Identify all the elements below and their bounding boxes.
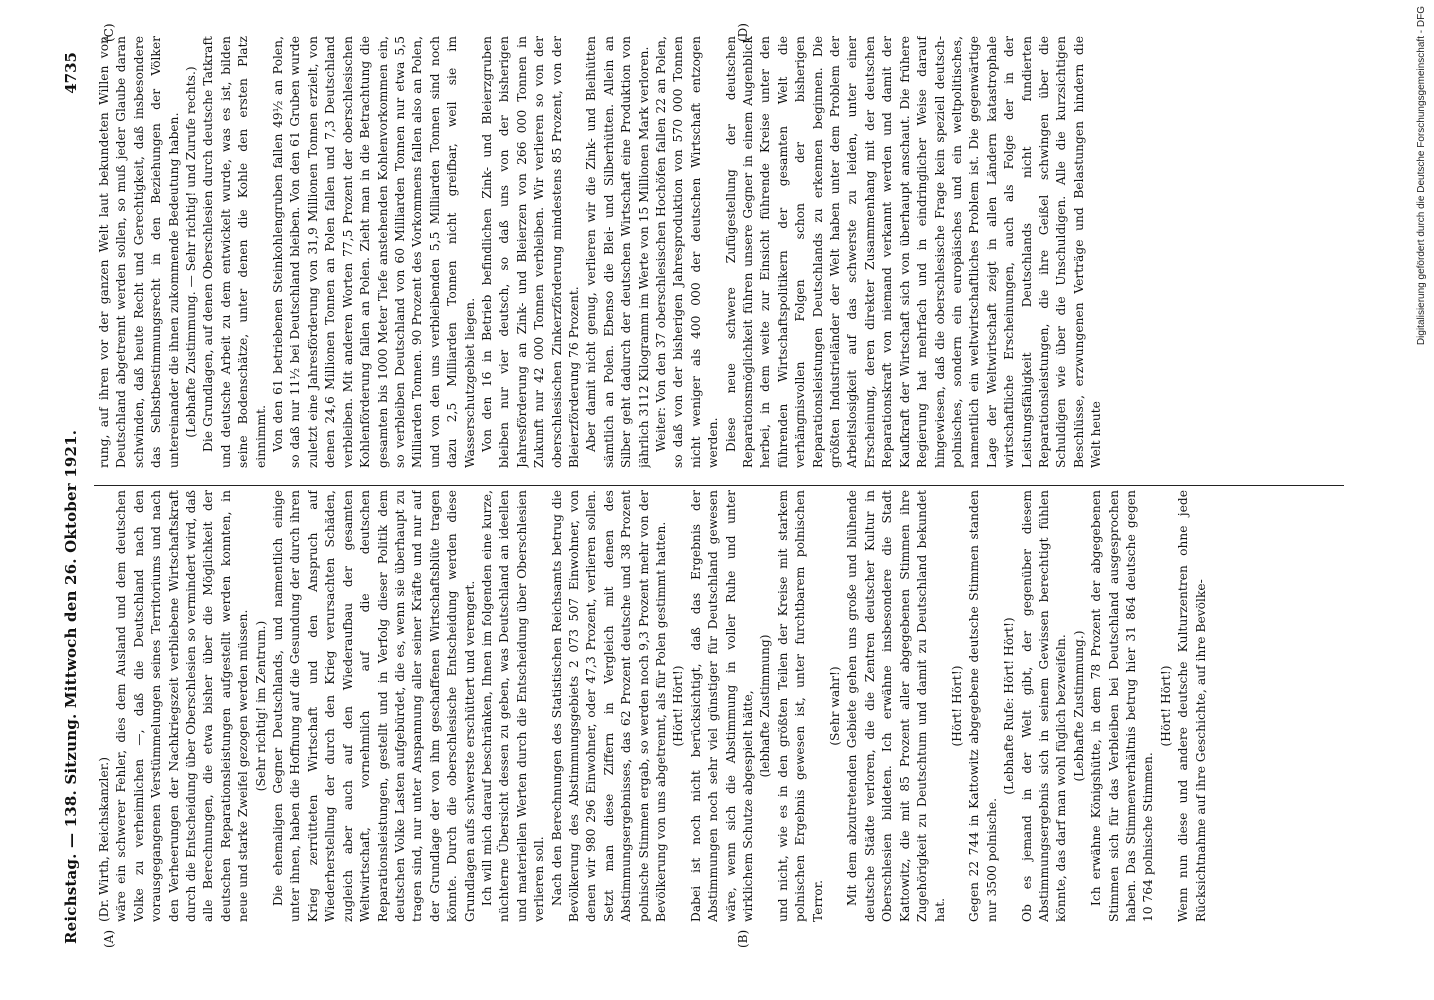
paragraph: rung, auf ihren vor der ganzen Welt laut bekundeten Willen von Deutschland abgetrennt werden sollen, so muß jeder Glaube daran schwinden, daß heute Recht und Gerechtigkeit, daß insbesondere das Selbstbestimmungsrecht in den Beziehungen der Völker untereinander die ihnen zukommende Bedeutung haben. — [97, 36, 181, 468]
margin-marker-c: (C) — [102, 23, 116, 42]
interjection: (Hört! Hört!) — [949, 665, 964, 747]
paragraph: Ich will mich darauf beschränken, Ihnen im folgenden eine kurze, nüchterne Übersicht dessen zu geben, was Deutschland an ideellen und materiellen Werten durch die Entscheidung über Oberschlesien verlieren soll. — [479, 490, 547, 922]
dfg-credit-text: Digitalisierung gefördert durch die Deutsche Forschungsgemeinschaft - DFG — [1416, 6, 1427, 346]
left-column — [96, 490, 1336, 922]
interjection: (Hört! Hört!) — [671, 665, 686, 747]
interjection: (Sehr wahr!) — [828, 666, 843, 746]
header-title: Reichstag. — 138. Sitzung. Mittwoch den 26. Oktober 1921. — [62, 429, 80, 944]
interjection: (lebhafte Zustimmung) — [758, 634, 773, 778]
interjection: (Sehr richtig! im Zentrum.) — [253, 620, 268, 792]
right-column — [96, 36, 1336, 468]
interjection: (Lebhafte Zustimmung. — Sehr richtig! und Zurufe rechts.) — [184, 66, 199, 438]
paragraph: Nach den Berechnungen des Statistischen Reichsamts betrug die Bevölkerung des Abstimmungsgebiets 2 073 507 Einwohner, von denen wir 980 296 Einwohner, oder 47,3 Prozent, verlieren sollen. Setzt man diese Ziffern in Vergleich mit denen des Abstimmungsergebnisses, das 62 Prozent deutsche und 38 Prozent polnische Stimmen ergab, so werden noch 9,3 Prozent mehr von der Bevölkerung von uns abgetrennt, als für Polen gestimmt hatten. — [549, 490, 668, 922]
margin-marker-b: (B) — [736, 929, 750, 948]
paragraph: Ich erwähne Königshütte, in dem 78 Prozent der abgegebenen Stimmen sich für das Verbleiben bei Deutschland ausgesprochen haben. Das Stimmenverhältnis betrug hier 31 864 deutsche gegen 10 764 polnische Stimmen. — [1089, 490, 1156, 922]
paragraph: wäre ein schwerer Fehler, dies dem Ausland und dem deutschen Volke zu verheimlichen —, daß die Deutschland nach den vorausgegangenen Verstümmelungen seines Territoriums und nach den Verheerungen der Nachkriegszeit verbliebene Wirtschaftskraft durch die Entscheidung über Oberschlesien so vermindert wird, daß alle Berechnungen, die etwa bisher über die Möglichkeit der deutschen Reparationsleistungen aufgestellt werden konnten, in neue und starke Zweifel gezogen werden müssen. — [114, 490, 251, 922]
paragraph: Von den 16 in Betrieb befindlichen Zink- und Bleierzgruben bleiben nur vier deutsch, so daß uns von der bisherigen Jahresförderung an Zink- und Bleierzen von 266 000 Tonnen in Zukunft nur 42 000 Tonnen verbleiben. Wir verlieren so von der oberschlesischen Zinkerzförderung mindestens 85 Prozent, von der Bleierzförderung 76 Prozent. — [479, 36, 581, 468]
paragraph: und nicht, wie es in den größten Teilen der Kreise mit starkem polnischen Ergebnis gewesen ist, unter furchtbarem polnischen Terror. — [775, 490, 825, 922]
paragraph: Wenn nun diese und andere deutsche Kulturzentren ohne jede Rücksichtnahme auf ihre Geschichte, auf ihre Bevölke- — [1176, 490, 1208, 922]
paragraph: Aber damit nicht genug, verlieren wir die Zink- und Bleihütten sämtlich an Polen. Ebenso die Blei- und Silberhütten. Allein an Silber geht dadurch der deutschen Wirtschaft eine Produktion von jährlich 3112 Kilogramm im Werte von 15 Millionen Mark verloren. — [584, 36, 651, 468]
paragraph: Die Grundlagen, auf denen Oberschlesien durch deutsche Tatkraft und deutsche Arbeit zu dem entwickelt wurde, was es ist, bilden seine Bodenschätze, unter denen die Kohle den ersten Platz einnimmt. — [201, 36, 268, 468]
paragraph: Dabei ist noch nicht berücksichtigt, daß das Ergebnis der Abstimmungen noch sehr viel günstiger für Deutschland gewesen wäre, wenn sich die Abstimmung in voller Ruhe und unter wirklichem Schutze abgespielt hätte, — [688, 490, 756, 922]
paragraph: Weiter: Von den 37 oberschlesischen Hochöfen fallen 22 an Polen, so daß von der bisherigen Jahresproduktion von 570 000 Tonnen nicht weniger als 400 000 der deutschen Wirtschaft entzogen werden. — [654, 36, 721, 468]
interjection: (Lebhafte Zustimmung.) — [1071, 630, 1086, 782]
margin-marker-d: (D) — [736, 23, 750, 42]
paragraph: Die ehemaligen Gegner Deutschlands, und namentlich einige unter ihnen, haben die Hoffnung auf die Gesundung der durch ihren Krieg zerrütteten Wirtschaft und den Anspruch auf Wiederherstellung der durch den Krieg verursachten Schäden, zugleich aber auch auf den Wiederaufbau der gesamten Weltwirtschaft, vornehmlich auf die deutschen Reparationsleistungen, gestellt und in Verfolg dieser Politik dem deutschen Volke Lasten aufgebürdet, die es, wenn sie überhaupt zu tragen sind, nur unter Anspannung aller seiner Kräfte und nur auf der Grundlage der von ihm geschaffenen Wirtschaftsblüte tragen könnte. Durch die oberschlesische Entscheidung werden diese Grundlagen aufs schwerste erschüttert und verengert. — [271, 490, 477, 922]
speaker-line: (Dr. Wirth, Reichskanzler.) — [97, 756, 111, 922]
page-number: 4735 — [62, 52, 80, 94]
paragraph: Von den 61 betriebenen Steinkohlengruben fallen 49½ an Polen, so daß nur 11½ bei Deutschland bleiben. Von den 61 Gruben wurde zuletzt eine Jahresförderung von 31,9 Millionen Tonnen erzielt, von denen 24,6 Millionen Tonnen an Polen fallen und 7,3 Deutschland verbleiben. Mit anderen Worten 77,5 Prozent der oberschlesischen Kohlenförderung fallen an Polen. Zieht man in die Betrachtung die gesamten bis 1000 Meter Tiefe anstehenden Kohlenvorkommen ein, so verbleiben Deutschland von 60 Milliarden Tonnen nur etwa 5,5 Milliarden Tonnen. 90 Prozent des Vorkommens fallen also an Polen, und von den uns verbleibenden 5,5 Milliarden Tonnen sind noch dazu 2,5 Milliarden Tonnen nicht greifbar, weil sie im Wasserschutzgebiet liegen. — [271, 36, 477, 468]
interjection: (Hört! Hört!) — [1158, 665, 1173, 747]
paragraph: Diese neue schwere Zufügestellung der deutschen Reparationsmöglichkeit führen unsere Gegner in einem Augenblick herbei, in dem weite zur Einsicht führende Kreise unter den führenden Wirtschaftspolitikern der gesamten Welt die verhängnisvollen Folgen schon der bisherigen Reparationsleistungen Deutschlands zu erkennen beginnen. Die größten Industrieländer der Welt haben unter dem Problem der Arbeitslosigkeit auf das schwerste zu leiden, unter einer Erscheinung, deren direkter Zusammenhang mit der deutschen Reparationskraft von niemand verkannt werden und damit der Kaufkraft der Wirtschaft sich von überhaupt anschaut. Die frühere Regierung hat mehrfach und in eindringlicher Weise darauf hingewiesen, daß die oberschlesische Frage kein speziell deutsch-polnisches, sondern ein europäisches und ein weltpolitisches, namentlich ein weltwirtschaftliches Problem ist. Die gegenwärtige Lage der Weltwirtschaft zeigt in allen Ländern katastrophale wirtschaftliche Erscheinungen, auch als Folge der in der Leistungsfähigkeit Deutschlands nicht fundierten Reparationsleistungen, die ihre Geißel schwingen über die Schuldigen wie über die Unschuldigen. Alle die kurzsichtigen Beschlüsse, erzwungenen Verträge und Belastungen hindern die Welt heute — [723, 36, 1104, 468]
page-header — [62, 52, 84, 944]
margin-marker-a: (A) — [102, 929, 116, 948]
paragraph: Mit dem abzutretenden Gebiete gehen uns große und blühende deutsche Städte verloren, die die Zentren deutscher Kultur in Oberschlesien bildeten. Ich erwähne insbesondere die Stadt Kattowitz, die mit 85 Prozent aller abgegebenen Stimmen ihre Zugehörigkeit zu Deutschtum und damit zu Deutschland bekundet hat. — [845, 490, 947, 922]
paragraph: Gegen 22 744 in Kattowitz abgegebene deutsche Stimmen standen nur 3500 polnische. — [967, 490, 999, 922]
interjection: (Lebhafte Rufe: Hört! Hört!) — [1002, 617, 1017, 795]
digitization-credit — [1411, 6, 1433, 994]
column-divider — [94, 485, 1344, 486]
paragraph: Ob es jemand in der Welt gibt, der gegenüber diesem Abstimmungsergebnis sich in seinem Gewissen berechtigt fühlen könnte, das darf man wohl füglich bezweifeln. — [1019, 490, 1069, 922]
